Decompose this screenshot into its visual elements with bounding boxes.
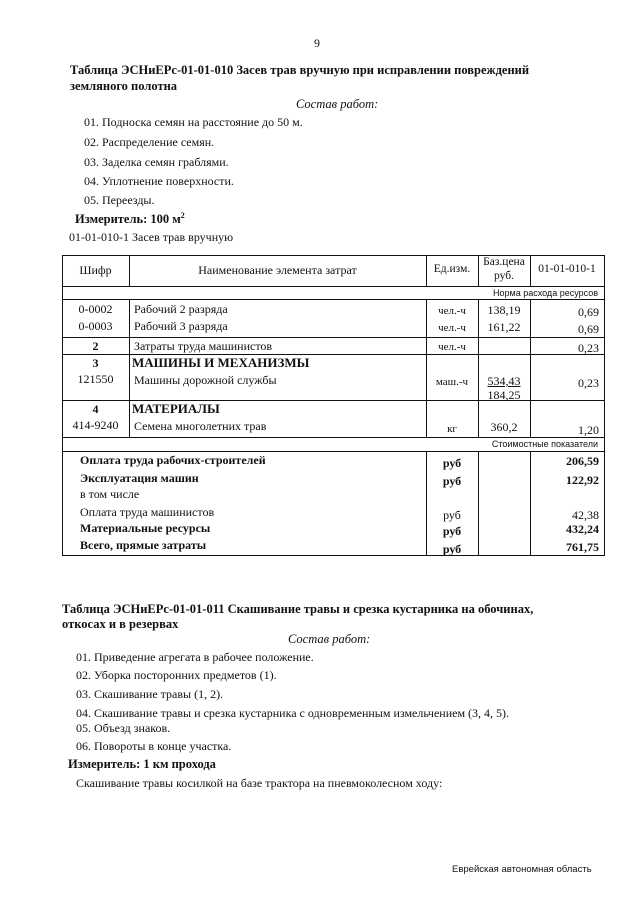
row-norm: 1,20: [578, 423, 599, 437]
header-price-line2: руб.: [494, 270, 514, 282]
table1-title-line1: Таблица ЭСНиЕРс-01-01-010 Засев трав вручную при исправлении повреждений: [70, 63, 530, 77]
summary-label: Эксплуатация машин: [80, 471, 199, 485]
row-unit: чел.-ч: [438, 305, 466, 317]
summary-value: 432,24: [566, 522, 599, 536]
summary-unit: руб: [443, 508, 461, 522]
summary-value: 42,38: [572, 508, 599, 522]
table2-title-line1: Таблица ЭСНиЕРс-01-01-011 Скашивание травы и срезка кустарника на обочинах,: [62, 602, 534, 616]
measure-label: Измеритель: 100 м: [75, 212, 181, 227]
header-code: Шифр: [79, 263, 112, 277]
table1-code-line: 01-01-010-1 Засев трав вручную: [69, 230, 234, 244]
work-item: 05. Объезд знаков.: [76, 721, 171, 735]
summary-label: Материальные ресурсы: [80, 521, 211, 535]
summary-value: 122,92: [566, 473, 599, 487]
row-name: Машины дорожной службы: [134, 373, 277, 387]
header-price-line1: Баз.цена: [483, 256, 525, 268]
norm-subheader: Норма расхода ресурсов: [493, 288, 598, 298]
work-item: 02. Распределение семян.: [84, 135, 215, 149]
work-item: 03. Заделка семян граблями.: [84, 155, 229, 169]
work-item: 02. Уборка посторонних предметов (1).: [76, 668, 277, 682]
work-item: 06. Повороты в конце участка.: [76, 739, 232, 753]
summary-value: 206,59: [566, 454, 599, 468]
table1-title-line2: земляного полотна: [70, 79, 178, 93]
table2-title-line2: откосах и в резервах: [62, 617, 179, 631]
row-price-1: 534,43: [487, 374, 521, 388]
row-code: 2: [92, 339, 99, 353]
row-norm: 0,23: [578, 341, 599, 355]
row-norm: 0,23: [578, 376, 599, 390]
summary-label: Оплата труда рабочих-строителей: [80, 453, 266, 467]
summary-unit: руб: [442, 456, 462, 470]
row-name: Семена многолетних трав: [134, 419, 267, 433]
row-unit: чел.-ч: [438, 322, 466, 334]
work-item: 05. Переезды.: [84, 193, 155, 207]
row-price-2: 184,25: [487, 388, 521, 402]
row-norm: 0,69: [578, 305, 599, 319]
table1-work-title: Состав работ:: [296, 97, 379, 111]
summary-unit: руб: [442, 542, 462, 556]
header-name: Наименование элемента затрат: [198, 263, 357, 277]
work-item: 04. Скашивание травы и срезка кустарника с одновременным измельчением (3, 4, 5).: [76, 706, 510, 720]
row-unit: маш.-ч: [435, 376, 469, 388]
table2-measure: Измеритель: 1 км прохода: [68, 757, 216, 771]
section-code-materials: 4: [92, 402, 99, 416]
footer-region: Еврейская автономная область: [452, 864, 592, 875]
row-price: 161,22: [487, 320, 521, 334]
summary-unit: руб: [442, 474, 462, 488]
summary-label: Оплата труда машинистов: [80, 505, 215, 519]
table2-note: Скашивание травы косилкой на базе трактора на пневмоколесном ходу:: [76, 776, 443, 790]
summary-label: Всего, прямые затраты: [80, 538, 207, 552]
section-code-machines: 3: [92, 356, 99, 370]
header-unit: Ед.изм.: [433, 263, 471, 275]
section-name-machines: МАШИНЫ И МЕХАНИЗМЫ: [132, 355, 310, 370]
page-number: 9: [314, 36, 320, 50]
row-name: Рабочий 2 разряда: [134, 302, 228, 316]
row-name: Затраты труда машинистов: [134, 339, 273, 353]
row-code: 0-0002: [78, 302, 113, 316]
row-unit: кг: [447, 423, 457, 435]
row-code: 414-9240: [72, 418, 119, 432]
work-item: 03. Скашивание травы (1, 2).: [76, 687, 224, 701]
work-item: 01. Подноска семян на расстояние до 50 м.: [84, 115, 303, 129]
summary-unit: руб: [442, 524, 462, 538]
table1-measure: [75, 211, 185, 227]
row-name: Рабочий 3 разряда: [134, 319, 228, 333]
work-item: 04. Уплотнение поверхности.: [84, 174, 234, 188]
row-price: 138,19: [487, 303, 521, 317]
row-price: 360,2: [490, 420, 518, 434]
row-norm: 0,69: [578, 322, 599, 336]
row-unit: чел.-ч: [438, 341, 466, 353]
section-name-materials: МАТЕРИАЛЫ: [132, 401, 220, 416]
work-item: 01. Приведение агрегата в рабочее положение.: [76, 650, 314, 664]
summary-label: в том числе: [80, 487, 140, 501]
header-norm: 01-01-010-1: [538, 263, 596, 275]
cost-subheader: Стоимостные показатели: [491, 439, 598, 449]
summary-value: 761,75: [566, 540, 599, 554]
table2-work-title: Состав работ:: [288, 632, 371, 646]
row-code: 0-0003: [78, 319, 113, 333]
measure-sup: 2: [180, 211, 185, 220]
row-code: 121550: [77, 372, 114, 386]
